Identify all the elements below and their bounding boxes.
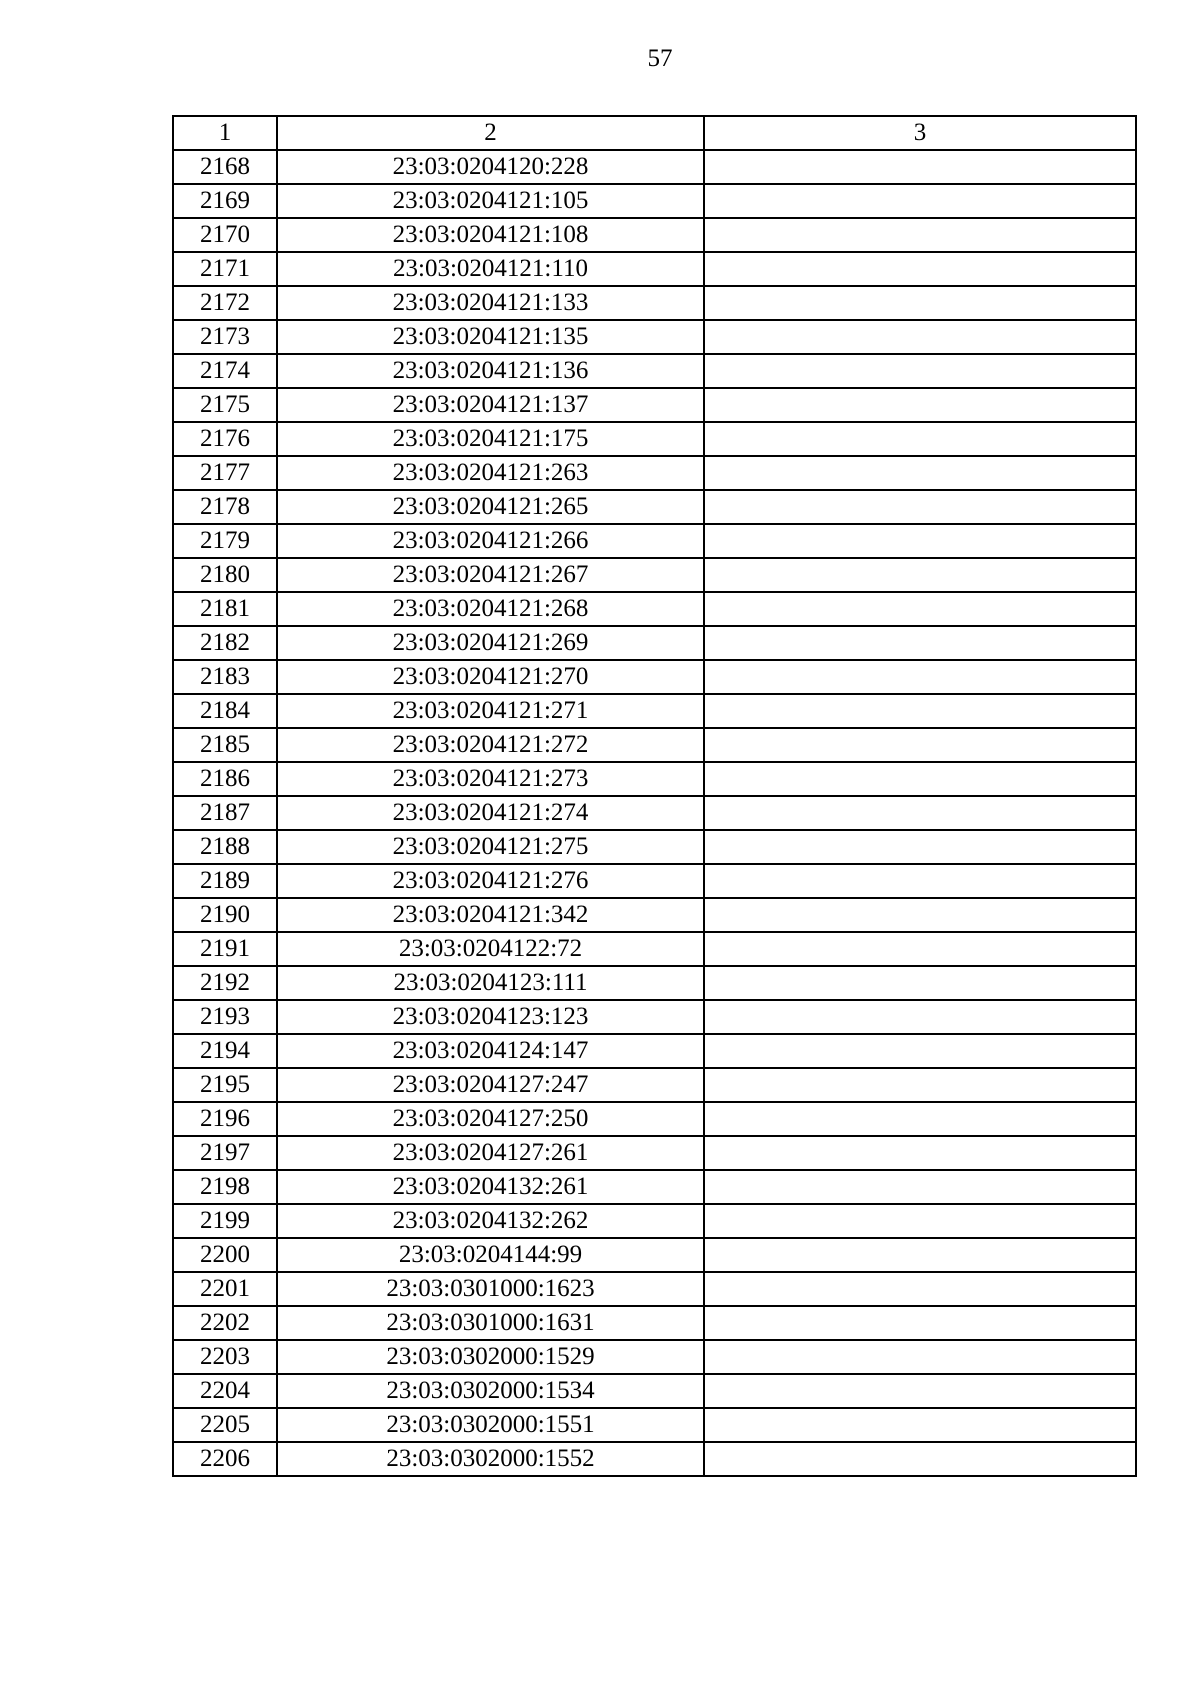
- cadastral-number-cell: 23:03:0204121:137: [277, 388, 704, 422]
- notes-cell: [704, 1340, 1136, 1374]
- notes-cell: [704, 388, 1136, 422]
- cadastral-number-cell: 23:03:0302000:1534: [277, 1374, 704, 1408]
- row-number-cell: 2205: [173, 1408, 277, 1442]
- notes-cell: [704, 184, 1136, 218]
- row-number-cell: 2175: [173, 388, 277, 422]
- notes-cell: [704, 1408, 1136, 1442]
- table-row: [173, 728, 1136, 762]
- notes-cell: [704, 218, 1136, 252]
- notes-cell: [704, 660, 1136, 694]
- notes-cell: [704, 252, 1136, 286]
- cadastral-number-cell: 23:03:0204132:261: [277, 1170, 704, 1204]
- row-number-cell: 2185: [173, 728, 277, 762]
- cadastral-number-cell: 23:03:0204123:111: [277, 966, 704, 1000]
- row-number-cell: 2170: [173, 218, 277, 252]
- cadastral-number-cell: 23:03:0204132:262: [277, 1204, 704, 1238]
- cadastral-number-cell: 23:03:0204121:270: [277, 660, 704, 694]
- row-number-cell: 2202: [173, 1306, 277, 1340]
- table-row: [173, 422, 1136, 456]
- cadastral-number-cell: 23:03:0204121:342: [277, 898, 704, 932]
- cadastral-number-cell: 23:03:0204121:276: [277, 864, 704, 898]
- cadastral-number-cell: 23:03:0204144:99: [277, 1238, 704, 1272]
- row-number-cell: 2186: [173, 762, 277, 796]
- row-number-cell: 2194: [173, 1034, 277, 1068]
- notes-cell: [704, 728, 1136, 762]
- cadastral-number-cell: 23:03:0204122:72: [277, 932, 704, 966]
- table-row: [173, 830, 1136, 864]
- table-row: [173, 184, 1136, 218]
- notes-cell: [704, 1034, 1136, 1068]
- notes-cell: [704, 490, 1136, 524]
- row-number-cell: 2193: [173, 1000, 277, 1034]
- row-number-cell: 2191: [173, 932, 277, 966]
- notes-cell: [704, 830, 1136, 864]
- row-number-cell: 2174: [173, 354, 277, 388]
- page-number: 57: [647, 45, 673, 72]
- table-body: [173, 150, 1136, 1476]
- cadastral-number-cell: 23:03:0204121:268: [277, 592, 704, 626]
- table-row: [173, 1068, 1136, 1102]
- cadastral-number-cell: 23:03:0204120:228: [277, 150, 704, 184]
- cadastral-number-cell: 23:03:0204121:108: [277, 218, 704, 252]
- row-number-cell: 2176: [173, 422, 277, 456]
- cadastral-number-cell: 23:03:0302000:1552: [277, 1442, 704, 1476]
- row-number-cell: 2182: [173, 626, 277, 660]
- cadastral-number-cell: 23:03:0204121:135: [277, 320, 704, 354]
- cadastral-number-cell: 23:03:0204123:123: [277, 1000, 704, 1034]
- row-number-cell: 2204: [173, 1374, 277, 1408]
- table-row: [173, 1136, 1136, 1170]
- row-number-cell: 2200: [173, 1238, 277, 1272]
- notes-cell: [704, 1306, 1136, 1340]
- notes-cell: [704, 762, 1136, 796]
- table-row: [173, 1340, 1136, 1374]
- notes-cell: [704, 286, 1136, 320]
- table-row: [173, 592, 1136, 626]
- table-row: [173, 626, 1136, 660]
- cadastral-number-cell: 23:03:0204127:261: [277, 1136, 704, 1170]
- table-row: [173, 218, 1136, 252]
- notes-cell: [704, 966, 1136, 1000]
- table-row: [173, 456, 1136, 490]
- notes-cell: [704, 1000, 1136, 1034]
- row-number-cell: 2189: [173, 864, 277, 898]
- notes-cell: [704, 1374, 1136, 1408]
- table-row: [173, 796, 1136, 830]
- table-row: [173, 1034, 1136, 1068]
- row-number-cell: 2188: [173, 830, 277, 864]
- notes-cell: [704, 864, 1136, 898]
- table-row: [173, 320, 1136, 354]
- cadastral-number-cell: 23:03:0204121:110: [277, 252, 704, 286]
- table-row: [173, 1306, 1136, 1340]
- table-row: [173, 898, 1136, 932]
- notes-cell: [704, 456, 1136, 490]
- row-number-cell: 2203: [173, 1340, 277, 1374]
- table-row: [173, 1000, 1136, 1034]
- row-number-cell: 2190: [173, 898, 277, 932]
- table-row: [173, 150, 1136, 184]
- row-number-cell: 2201: [173, 1272, 277, 1306]
- table-row: [173, 1238, 1136, 1272]
- cadastral-number-cell: 23:03:0204121:275: [277, 830, 704, 864]
- row-number-cell: 2183: [173, 660, 277, 694]
- row-number-cell: 2196: [173, 1102, 277, 1136]
- table-row: [173, 1272, 1136, 1306]
- cadastral-number-cell: 23:03:0204121:105: [277, 184, 704, 218]
- cadastral-number-cell: 23:03:0204127:250: [277, 1102, 704, 1136]
- cadastral-number-cell: 23:03:0204127:247: [277, 1068, 704, 1102]
- row-number-cell: 2179: [173, 524, 277, 558]
- notes-cell: [704, 354, 1136, 388]
- notes-cell: [704, 1442, 1136, 1476]
- row-number-cell: 2187: [173, 796, 277, 830]
- cadastral-number-cell: 23:03:0204121:133: [277, 286, 704, 320]
- table-row: [173, 966, 1136, 1000]
- notes-cell: [704, 524, 1136, 558]
- row-number-cell: 2206: [173, 1442, 277, 1476]
- column-header-2: 2: [277, 116, 704, 150]
- table-row: [173, 1102, 1136, 1136]
- row-number-cell: 2184: [173, 694, 277, 728]
- table-row: [173, 1442, 1136, 1476]
- row-number-cell: 2192: [173, 966, 277, 1000]
- row-number-cell: 2168: [173, 150, 277, 184]
- notes-cell: [704, 1272, 1136, 1306]
- cadastral-number-cell: 23:03:0302000:1529: [277, 1340, 704, 1374]
- table-row: [173, 762, 1136, 796]
- notes-cell: [704, 320, 1136, 354]
- table-row: [173, 286, 1136, 320]
- row-number-cell: 2177: [173, 456, 277, 490]
- notes-cell: [704, 626, 1136, 660]
- notes-cell: [704, 796, 1136, 830]
- table-row: [173, 388, 1136, 422]
- row-number-cell: 2180: [173, 558, 277, 592]
- notes-cell: [704, 422, 1136, 456]
- column-header-1: 1: [173, 116, 277, 150]
- row-number-cell: 2178: [173, 490, 277, 524]
- row-number-cell: 2198: [173, 1170, 277, 1204]
- table-row: [173, 252, 1136, 286]
- cadastral-number-cell: 23:03:0204124:147: [277, 1034, 704, 1068]
- table-row: [173, 694, 1136, 728]
- table-row: [173, 490, 1136, 524]
- table-row: [173, 354, 1136, 388]
- table-row: [173, 1170, 1136, 1204]
- row-number-cell: 2173: [173, 320, 277, 354]
- notes-cell: [704, 932, 1136, 966]
- notes-cell: [704, 694, 1136, 728]
- table-row: [173, 1408, 1136, 1442]
- cadastral-number-cell: 23:03:0204121:263: [277, 456, 704, 490]
- table-row: [173, 1374, 1136, 1408]
- notes-cell: [704, 592, 1136, 626]
- notes-cell: [704, 898, 1136, 932]
- row-number-cell: 2181: [173, 592, 277, 626]
- row-number-cell: 2172: [173, 286, 277, 320]
- column-header-3: 3: [704, 116, 1136, 150]
- table-row: [173, 932, 1136, 966]
- cadastral-number-cell: 23:03:0302000:1551: [277, 1408, 704, 1442]
- notes-cell: [704, 1170, 1136, 1204]
- notes-cell: [704, 1136, 1136, 1170]
- cadastral-number-cell: 23:03:0204121:266: [277, 524, 704, 558]
- row-number-cell: 2195: [173, 1068, 277, 1102]
- table-row: [173, 1204, 1136, 1238]
- cadastral-number-cell: 23:03:0204121:269: [277, 626, 704, 660]
- table-header-row: [173, 116, 1136, 150]
- cadastral-number-cell: 23:03:0204121:265: [277, 490, 704, 524]
- table-row: [173, 660, 1136, 694]
- cadastral-number-cell: 23:03:0204121:273: [277, 762, 704, 796]
- cadastral-number-cell: 23:03:0204121:272: [277, 728, 704, 762]
- notes-cell: [704, 558, 1136, 592]
- notes-cell: [704, 1102, 1136, 1136]
- table-row: [173, 864, 1136, 898]
- row-number-cell: 2169: [173, 184, 277, 218]
- cadastral-number-cell: 23:03:0204121:136: [277, 354, 704, 388]
- row-number-cell: 2171: [173, 252, 277, 286]
- notes-cell: [704, 1204, 1136, 1238]
- cadastral-table: [172, 115, 1137, 1477]
- cadastral-number-cell: 23:03:0204121:267: [277, 558, 704, 592]
- row-number-cell: 2197: [173, 1136, 277, 1170]
- table-row: [173, 558, 1136, 592]
- row-number-cell: 2199: [173, 1204, 277, 1238]
- cadastral-number-cell: 23:03:0204121:175: [277, 422, 704, 456]
- cadastral-number-cell: 23:03:0301000:1631: [277, 1306, 704, 1340]
- cadastral-number-cell: 23:03:0301000:1623: [277, 1272, 704, 1306]
- notes-cell: [704, 1068, 1136, 1102]
- notes-cell: [704, 150, 1136, 184]
- cadastral-number-cell: 23:03:0204121:274: [277, 796, 704, 830]
- cadastral-number-cell: 23:03:0204121:271: [277, 694, 704, 728]
- table-row: [173, 524, 1136, 558]
- notes-cell: [704, 1238, 1136, 1272]
